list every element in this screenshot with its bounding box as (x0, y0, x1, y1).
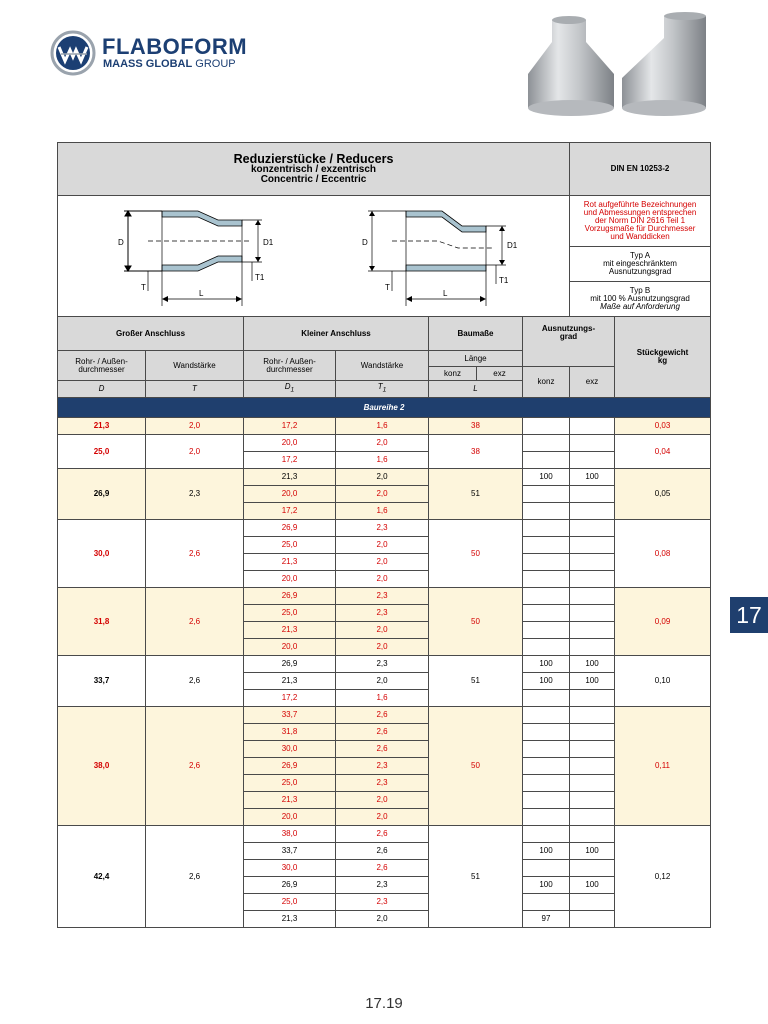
cell-util-konz: 100 (523, 673, 570, 690)
header-length: Länge (429, 351, 523, 367)
cell-D: 30,0 (58, 520, 146, 588)
cell-util-exz (570, 894, 615, 911)
cell-weight: 0,03 (615, 418, 711, 435)
cell-util-exz (570, 741, 615, 758)
cell-D1: 25,0 (244, 537, 336, 554)
cell-D: 42,4 (58, 826, 146, 928)
cell-util-exz (570, 809, 615, 826)
cell-util-exz: 100 (570, 877, 615, 894)
cell-D1: 38,0 (244, 826, 336, 843)
label-D: D (118, 238, 124, 247)
reducer-table (57, 142, 711, 928)
cell-T1: 2,0 (336, 639, 429, 656)
cell-util-konz: 100 (523, 877, 570, 894)
cell-D1: 30,0 (244, 860, 336, 877)
label-T: T (141, 283, 146, 292)
cell-L: 50 (429, 707, 523, 826)
cell-D1: 26,9 (244, 877, 336, 894)
cell-D1: 20,0 (244, 809, 336, 826)
cell-D1: 20,0 (244, 435, 336, 452)
cell-T1: 2,3 (336, 758, 429, 775)
cell-util-konz (523, 775, 570, 792)
cell-T: 2,6 (146, 588, 244, 656)
cell-T: 2,3 (146, 469, 244, 520)
table-row (58, 656, 711, 673)
symbol-T1: $T_1$ (336, 381, 429, 398)
cell-util-konz: 100 (523, 469, 570, 486)
cell-util-exz (570, 792, 615, 809)
cell-D1: 20,0 (244, 571, 336, 588)
page-number: 17.19 (365, 995, 403, 1012)
brand-name: FLABOFORM (102, 34, 248, 59)
cell-D1: 21,3 (244, 554, 336, 571)
cell-util-konz (523, 605, 570, 622)
cell-T1: 2,3 (336, 520, 429, 537)
table-subtitle-de: konzentrisch / exzentrisch (250, 164, 377, 176)
table-row (58, 520, 711, 537)
cell-D1: 21,3 (244, 911, 336, 928)
cell-weight: 0,09 (615, 588, 711, 656)
cell-weight: 0,12 (615, 826, 711, 928)
table-row (58, 588, 711, 605)
cell-T1: 2,0 (336, 792, 429, 809)
header-wall: Wandstärke (146, 351, 244, 381)
table-title: Reduzierstücke / Reducers (233, 151, 394, 166)
norm-note: Rot aufgeführte Bezeichnungen und Abmessungen entsprechen der Norm DIN 2616 Teil 1 Vorzugsmaße für Durchmesser und Wanddicken (570, 196, 711, 247)
table-row (58, 707, 711, 724)
cell-D1: 17,2 (244, 418, 336, 435)
symbol-T: T (146, 381, 244, 398)
cell-D1: 26,9 (244, 520, 336, 537)
cell-T1: 1,6 (336, 503, 429, 520)
cell-T1: 2,0 (336, 622, 429, 639)
cell-weight: 0,04 (615, 435, 711, 469)
cell-T: 2,6 (146, 656, 244, 707)
cell-util-exz (570, 452, 615, 469)
brand-logo (50, 30, 270, 78)
cell-util-exz (570, 724, 615, 741)
label-D1-ecc: D1 (507, 241, 518, 250)
cell-util-exz (570, 435, 615, 452)
header-len-konz: konz (429, 367, 477, 381)
cell-L: 51 (429, 656, 523, 707)
header-large: Großer Anschluss (58, 317, 244, 351)
cell-L: 38 (429, 435, 523, 469)
cell-util-konz: 97 (523, 911, 570, 928)
header-len-exz: exz (477, 367, 523, 381)
header-dims: Baumaße (429, 317, 523, 351)
cell-T1: 2,0 (336, 435, 429, 452)
cell-T1: 2,3 (336, 775, 429, 792)
cell-util-exz (570, 571, 615, 588)
cell-util-konz (523, 707, 570, 724)
cell-util-konz (523, 588, 570, 605)
cell-weight: 0,10 (615, 656, 711, 707)
cell-util-konz (523, 809, 570, 826)
cell-D: 33,7 (58, 656, 146, 707)
header-wall-small: Wandstärke (336, 351, 429, 381)
cell-D1: 21,3 (244, 469, 336, 486)
cell-T1: 2,0 (336, 571, 429, 588)
header-util-exz: exz (570, 367, 615, 398)
cell-D1: 26,9 (244, 588, 336, 605)
cell-util-exz: 100 (570, 843, 615, 860)
cell-D1: 26,9 (244, 758, 336, 775)
cell-util-konz (523, 537, 570, 554)
cell-util-konz (523, 758, 570, 775)
cell-util-konz (523, 554, 570, 571)
cell-D1: 21,3 (244, 673, 336, 690)
cell-T: 2,6 (146, 826, 244, 928)
cell-util-exz (570, 520, 615, 537)
label-D1: D1 (263, 238, 274, 247)
cell-util-exz (570, 622, 615, 639)
cell-util-konz (523, 503, 570, 520)
cell-D1: 20,0 (244, 486, 336, 503)
header-od: Rohr- / Außen- durchmesser (58, 351, 146, 381)
cell-L: 51 (429, 826, 523, 928)
cell-util-konz: 100 (523, 656, 570, 673)
reducer-diagrams (58, 196, 570, 317)
cell-util-konz (523, 894, 570, 911)
cell-L: 38 (429, 418, 523, 435)
cell-util-konz (523, 639, 570, 656)
cell-T1: 2,3 (336, 894, 429, 911)
cell-T1: 2,0 (336, 486, 429, 503)
norm-label: DIN EN 10253-2 (570, 143, 711, 196)
cell-T1: 1,6 (336, 418, 429, 435)
cell-util-konz (523, 571, 570, 588)
cell-util-exz (570, 690, 615, 707)
cell-D1: 21,3 (244, 792, 336, 809)
cell-util-exz: 100 (570, 469, 615, 486)
cell-T1: 2,3 (336, 605, 429, 622)
cell-D: 25,0 (58, 435, 146, 469)
cell-T1: 1,6 (336, 452, 429, 469)
typ-a-note: Typ A mit eingeschränktem Ausnutzungsgrad (570, 247, 711, 282)
cell-D1: 30,0 (244, 741, 336, 758)
label-D-ecc: D (362, 238, 368, 247)
cell-util-konz (523, 520, 570, 537)
cell-T1: 2,3 (336, 656, 429, 673)
header-od-small: Rohr- / Außen- durchmesser (244, 351, 336, 381)
table-row (58, 435, 711, 452)
cell-util-exz (570, 537, 615, 554)
cell-D: 31,8 (58, 588, 146, 656)
cell-L: 50 (429, 588, 523, 656)
cell-T: 2,0 (146, 435, 244, 469)
cell-util-konz (523, 418, 570, 435)
cell-D1: 26,9 (244, 656, 336, 673)
cell-T1: 2,3 (336, 877, 429, 894)
cell-util-exz (570, 605, 615, 622)
cell-T1: 2,0 (336, 554, 429, 571)
cell-util-exz: 100 (570, 673, 615, 690)
table-title-cell (58, 143, 570, 196)
chapter-tab: 17 (730, 597, 768, 633)
cell-util-exz (570, 860, 615, 877)
cell-util-konz (523, 452, 570, 469)
reducer-product-photo (524, 12, 714, 120)
brand-group: MAASS GLOBAL GROUP (103, 58, 236, 70)
cell-util-konz (523, 826, 570, 843)
cell-D1: 25,0 (244, 775, 336, 792)
cell-D1: 33,7 (244, 843, 336, 860)
cell-T1: 2,6 (336, 741, 429, 758)
cell-D1: 21,3 (244, 622, 336, 639)
table-row (58, 469, 711, 486)
symbol-D1: $D_1$ (244, 381, 336, 398)
cell-util-exz (570, 775, 615, 792)
label-L: L (199, 289, 204, 298)
cell-util-konz (523, 435, 570, 452)
cell-L: 50 (429, 520, 523, 588)
cell-util-exz (570, 418, 615, 435)
cell-util-exz (570, 911, 615, 928)
cell-T1: 2,0 (336, 537, 429, 554)
cell-T1: 2,6 (336, 843, 429, 860)
cell-T1: 2,6 (336, 724, 429, 741)
cell-util-exz (570, 554, 615, 571)
cell-T: 2,6 (146, 520, 244, 588)
cell-util-exz (570, 486, 615, 503)
header-util-konz: konz (523, 367, 570, 398)
cell-T1: 2,0 (336, 809, 429, 826)
cell-T1: 2,6 (336, 707, 429, 724)
cell-util-exz (570, 503, 615, 520)
cell-util-konz (523, 486, 570, 503)
cell-util-exz: 100 (570, 656, 615, 673)
cell-util-konz (523, 792, 570, 809)
cell-T1: 2,6 (336, 826, 429, 843)
cell-util-konz (523, 741, 570, 758)
label-T1-ecc: T1 (499, 276, 509, 285)
cell-D1: 17,2 (244, 690, 336, 707)
header-small: Kleiner Anschluss (244, 317, 429, 351)
header-util: Ausnutzungs- grad (523, 317, 615, 367)
cell-D1: 25,0 (244, 894, 336, 911)
cell-weight: 0,08 (615, 520, 711, 588)
cell-util-konz (523, 622, 570, 639)
cell-util-konz (523, 724, 570, 741)
cell-D1: 25,0 (244, 605, 336, 622)
symbol-D: D (58, 381, 146, 398)
cell-weight: 0,05 (615, 469, 711, 520)
cell-D: 38,0 (58, 707, 146, 826)
cell-util-exz (570, 707, 615, 724)
typ-b-note: Typ B mit 100 % Ausnutzungsgrad Maße auf Anforderung (570, 282, 711, 317)
cell-D1: 33,7 (244, 707, 336, 724)
cell-L: 51 (429, 469, 523, 520)
cell-util-exz (570, 588, 615, 605)
cell-T: 2,0 (146, 418, 244, 435)
cell-util-konz (523, 690, 570, 707)
label-T1: T1 (255, 273, 265, 282)
cell-T1: 2,0 (336, 911, 429, 928)
cell-T1: 2,6 (336, 860, 429, 877)
cell-T1: 1,6 (336, 690, 429, 707)
cell-util-exz (570, 639, 615, 656)
table-row (58, 418, 711, 435)
cell-D: 21,3 (58, 418, 146, 435)
series-label: Baureihe 2 (58, 398, 711, 418)
cell-T: 2,6 (146, 707, 244, 826)
flaboform-logo-icon (50, 30, 96, 76)
cell-T1: 2,3 (336, 588, 429, 605)
cell-D: 26,9 (58, 469, 146, 520)
cell-D1: 31,8 (244, 724, 336, 741)
label-T-ecc: T (385, 283, 390, 292)
cell-util-konz (523, 860, 570, 877)
reducer-drawing (58, 196, 522, 316)
cell-util-konz: 100 (523, 843, 570, 860)
cell-util-exz (570, 826, 615, 843)
header-weight: Stückgewicht kg (615, 317, 711, 398)
cell-weight: 0,11 (615, 707, 711, 826)
table-subtitle-en: Concentric / Eccentric (260, 174, 367, 186)
cell-D1: 17,2 (244, 452, 336, 469)
cell-T1: 2,0 (336, 469, 429, 486)
cell-util-exz (570, 758, 615, 775)
cell-D1: 17,2 (244, 503, 336, 520)
cell-T1: 2,0 (336, 673, 429, 690)
table-row (58, 826, 711, 843)
label-L-ecc: L (443, 289, 448, 298)
cell-D1: 20,0 (244, 639, 336, 656)
symbol-L: L (429, 381, 523, 398)
